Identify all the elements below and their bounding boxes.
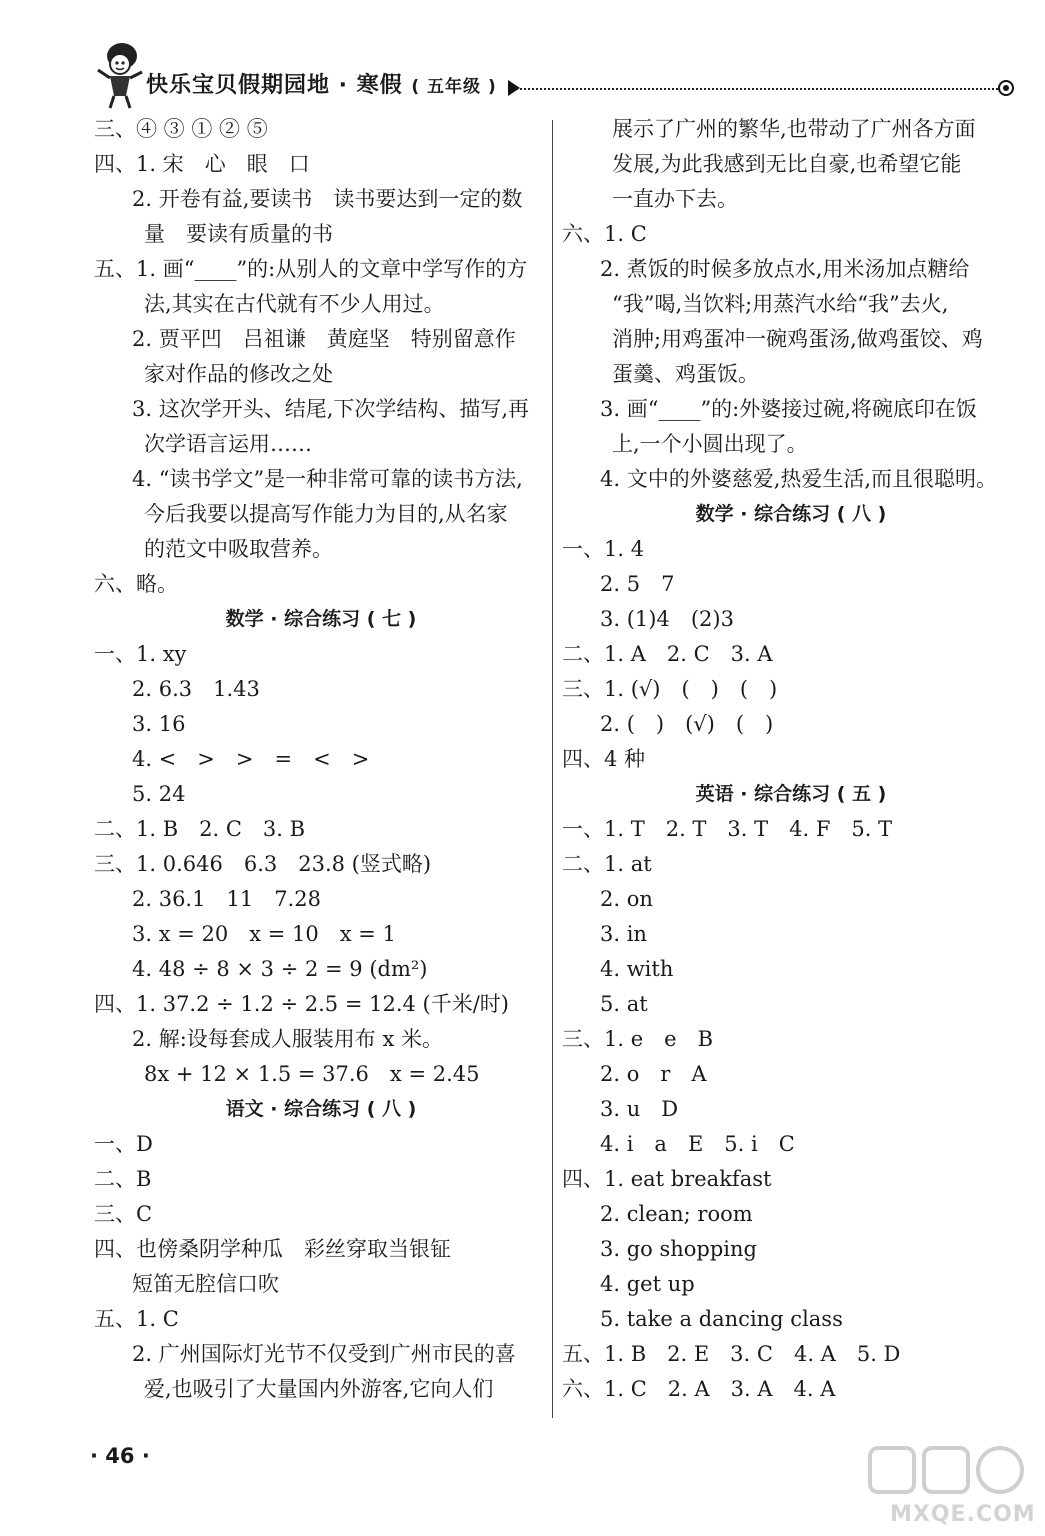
watermark-text: MXQE.COM [890,1502,1036,1527]
answer-line: 4. “读书学文”是一种非常可靠的读书方法, [132,467,523,491]
answer-line: 蛋羹、鸡蛋饭。 [612,362,759,386]
answer-line: 发展,为此我感到无比自豪,也希望它能 [612,152,962,176]
answer-line: 六、略。 [94,572,178,596]
answer-line: 法,其实在古代就有不少人用过。 [144,292,445,316]
answer-line: 家对作品的修改之处 [144,362,333,386]
answer-stamp-logo-icon [862,1442,1032,1502]
watermark [862,1442,1036,1528]
answer-line: 4. get up [600,1272,695,1296]
answer-line: 消肿;用鸡蛋冲一碗鸡蛋汤,做鸡蛋饺、鸡 [612,327,983,351]
answer-line: 2. o r A [600,1062,707,1086]
answer-line: 3. go shopping [600,1237,757,1261]
answer-line: 2. 6.3 1.43 [132,677,260,701]
answer-line: 一直办下去。 [612,187,738,211]
page-number: · 46 · [90,1444,150,1468]
answer-line: 2. 煮饭的时候多放点水,用米汤加点糖给 [600,257,970,281]
answer-line: 3. 这次学开头、结尾,下次学结构、描写,再 [132,397,530,421]
section-heading: 英语 · 综合练习 ( 五 ) [695,783,887,805]
answer-line: “我”喝,当饮料;用蒸汽水给“我”去火, [612,292,949,316]
answer-line: 5. 24 [132,782,186,806]
answer-line: 2. 解:设每套成人服装用布 x 米。 [132,1027,443,1051]
answer-line: 2. ( ) (√) ( ) [600,712,774,736]
answer-line: 四、1. 37.2 ÷ 1.2 ÷ 2.5 = 12.4 (千米/时) [94,992,509,1016]
answer-line: 2. on [600,887,653,911]
answer-line: 三、1. e e B [562,1027,713,1051]
answer-line: 2. clean; room [600,1202,753,1226]
answer-line: 上,一个小圆出现了。 [612,432,808,456]
answer-line: 一、D [94,1132,153,1156]
answer-line: 4. < > > = < > [132,747,370,771]
answer-line: 展示了广州的繁华,也带动了广州各方面 [612,117,976,141]
answer-line: 六、1. C [562,222,647,246]
answer-line: 次学语言运用…… [144,432,312,456]
answer-line: 2. 贾平凹 吕祖谦 黄庭坚 特别留意作 [132,327,516,351]
section-heading: 数学 · 综合练习 ( 七 ) [225,608,417,630]
book-series-title [146,68,497,99]
answer-line: 五、1. C [94,1307,179,1331]
mascot-icon [96,40,144,110]
answer-line: 四、也傍桑阴学种瓜 彩丝穿取当银钲 [94,1237,451,1261]
answer-line: 短笛无腔信口吹 [132,1272,279,1296]
answer-line: 3. 画“____”的:外婆接过碗,将碗底印在饭 [600,397,977,421]
answer-line: 2. 36.1 11 7.28 [132,887,321,911]
answer-line: 一、1. T 2. T 3. T 4. F 5. T [562,817,893,841]
answer-line: 3. in [600,922,647,946]
answer-line: 三、1. 0.646 6.3 23.8 (竖式略) [94,852,432,876]
answer-line: 三、C [94,1202,153,1226]
answer-line: 二、B [94,1167,152,1191]
answer-line: 四、1. eat breakfast [562,1167,772,1191]
left-answer-column [94,112,548,1407]
section-heading: 数学 · 综合练习 ( 八 ) [695,503,887,525]
answer-line: 的范文中吸取营养。 [144,537,333,561]
column-divider [552,120,553,1418]
answer-line: 3. x = 20 x = 10 x = 1 [132,922,396,946]
answer-line: 4. 文中的外婆慈爱,热爱生活,而且很聪明。 [600,467,998,491]
answer-line: 5. at [600,992,648,1016]
answer-line: 四、4 种 [562,747,646,771]
answer-line: 二、1. at [562,852,652,876]
answer-line: 五、1. B 2. E 3. C 4. A 5. D [562,1342,901,1366]
answer-line: 一、1. xy [94,642,187,666]
answer-line: 三、1. (√) ( ) ( ) [562,677,778,701]
answer-line: 4. with [600,957,674,981]
answer-line: 8x + 12 × 1.5 = 37.6 x = 2.45 [144,1062,480,1086]
answer-line: 4. 48 ÷ 8 × 3 ÷ 2 = 9 (dm²) [132,957,428,981]
answer-line: 5. take a dancing class [600,1307,843,1331]
answer-line: 3. 16 [132,712,186,736]
answer-line: 二、1. B 2. C 3. B [94,817,306,841]
series-name: 快乐宝贝假期园地 · 寒假 [146,73,403,98]
answer-line: 一、1. 4 [562,537,645,561]
answer-line: 2. 广州国际灯光节不仅受到广州市民的喜 [132,1342,516,1366]
header-dotted-rule [516,88,998,90]
answer-line: 四、1. 宋 心 眼 口 [94,152,310,176]
answer-line: 2. 开卷有益,要读书 读书要达到一定的数 [132,187,523,211]
answer-line: 今后我要以提高写作能力为目的,从名家 [144,502,508,526]
grade-label: ( 五年级 ) [411,77,497,97]
answer-line: 六、1. C 2. A 3. A 4. A [562,1377,836,1401]
answer-line: 量 要读有质量的书 [144,222,333,246]
answer-line: 三、④ ③ ① ② ⑤ [94,117,268,141]
answer-line: 2. 5 7 [600,572,675,596]
section-heading: 语文 · 综合练习 ( 八 ) [225,1098,417,1120]
answer-line: 3. u D [600,1097,679,1121]
target-circle-icon [998,80,1014,96]
answer-line: 爱,也吸引了大量国内外游客,它向人们 [144,1377,494,1401]
answer-line: 二、1. A 2. C 3. A [562,642,773,666]
right-answer-column [562,112,1020,1407]
answer-line: 五、1. 画“____”的:从别人的文章中学写作的方 [94,257,528,281]
answer-line: 3. (1)4 (2)3 [600,607,734,631]
page-header [96,40,1026,120]
answer-line: 4. i a E 5. i C [600,1132,795,1156]
